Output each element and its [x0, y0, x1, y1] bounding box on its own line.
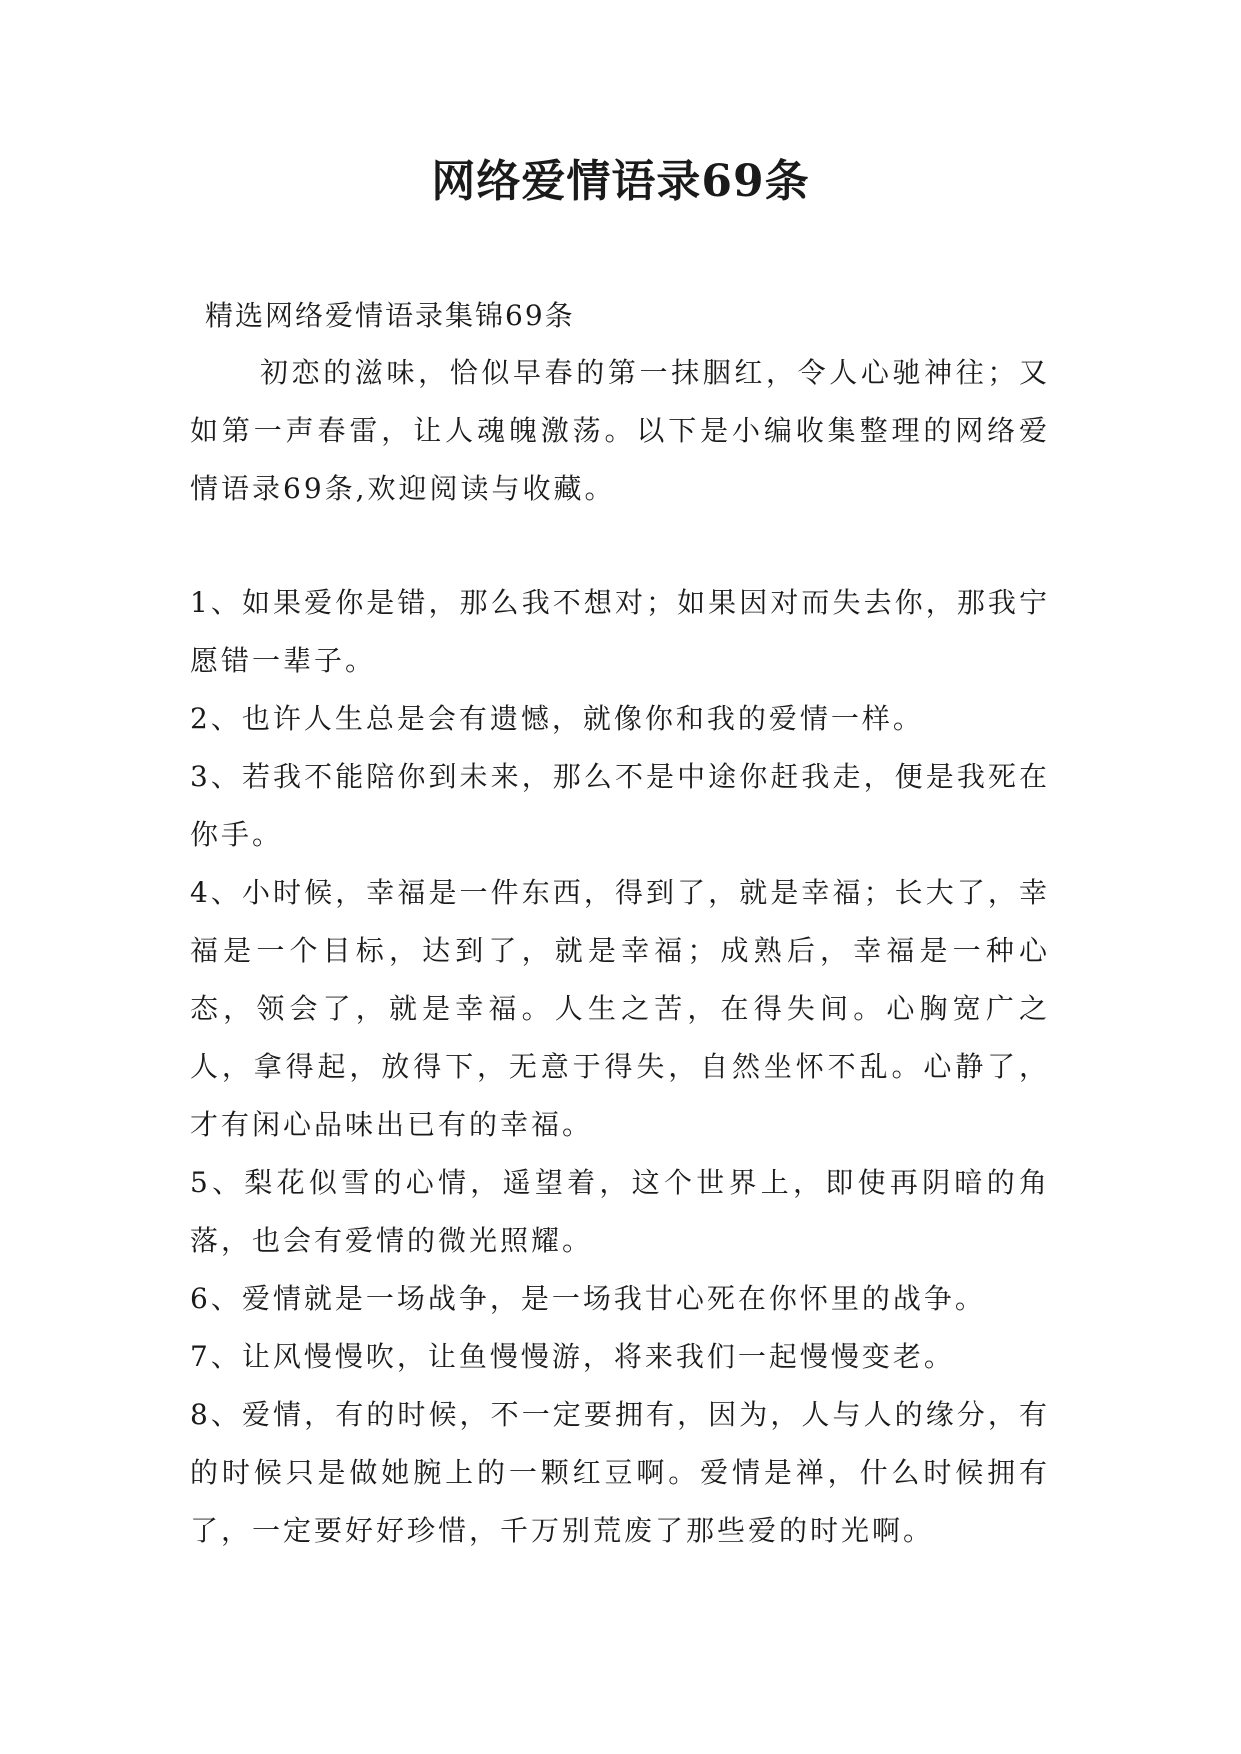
list-item: 2、也许人生总是会有遗憾，就像你和我的爱情一样。 [190, 702, 924, 735]
document-title: 网络爱情语录69条 [431, 156, 810, 207]
list-item: 7、让风慢慢吹，让鱼慢慢游，将来我们一起慢慢变老。 [190, 1340, 955, 1373]
list-item: 1、如果爱你是错，那么我不想对；如果因对而失去你，那我宁愿错一辈子。 [190, 586, 1050, 677]
intro-paragraph: 初恋的滋味，恰似早春的第一抹胭红，令人心驰神往；又如第一声春雷，让人魂魄激荡。以下是小编收集整理的网络爱情语录69条,欢迎阅读与收藏。 [190, 356, 1050, 505]
list-item: 3、若我不能陪你到未来，那么不是中途你赶我走，便是我死在你手。 [190, 760, 1050, 851]
list-item: 5、梨花似雪的心情，遥望着，这个世界上，即使再阴暗的角落，也会有爱情的微光照耀。 [190, 1166, 1050, 1257]
quote-list [190, 574, 1050, 1560]
list-item: 4、小时候，幸福是一件东西，得到了，就是幸福；长大了，幸福是一个目标，达到了，就是幸福；成熟后，幸福是一种心态，领会了，就是幸福。人生之苦，在得失间。心胸宽广之人，拿得起，放得下，无意于得失，自然坐怀不乱。心静了，才有闲心品味出已有的幸福。 [190, 876, 1050, 1141]
list-item: 6、爱情就是一场战争，是一场我甘心死在你怀里的战争。 [190, 1282, 986, 1315]
list-item: 8、爱情，有的时候，不一定要拥有，因为，人与人的缘分，有的时候只是做她腕上的一颗红豆啊。爱情是禅，什么时候拥有了，一定要好好珍惜，千万别荒废了那些爱的时光啊。 [190, 1398, 1050, 1547]
document-subtitle: 精选网络爱情语录集锦69条 [205, 299, 575, 332]
